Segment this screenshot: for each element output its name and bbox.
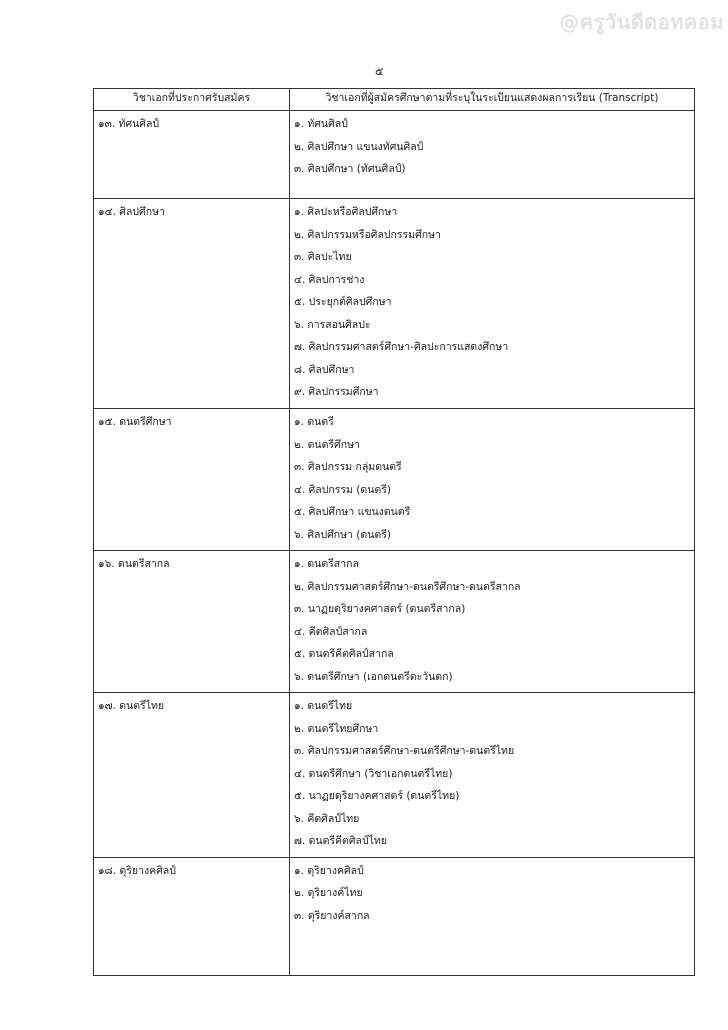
transcript-major-item: ๖. ดนตรีศึกษา (เอกดนตรีตะวันตก) [294, 670, 453, 683]
announced-major-label: ๑๖. ดนตรีสากล [98, 558, 170, 570]
transcript-major-item: ๑. ทัศนศิลป์ [294, 118, 348, 130]
transcript-major-item: ๓. นาฏยดุริยางคศาสตร์ (ดนตรีสากล) [294, 603, 466, 615]
transcript-major-item: ๗. ศิลปกรรมศาสตร์ศึกษา-ศิลปะการแสดงศึกษา [294, 341, 509, 353]
table-row [94, 199, 695, 409]
watermark: @ครูวันดีดอทคอม [559, 10, 724, 34]
transcript-major-item: ๓. ศิลปกรรม กลุ่มดนตรี [294, 461, 402, 473]
transcript-major-item: ๔. ศิลปกรรม (ดนตรี) [294, 483, 391, 496]
announced-major-label: ๑๘. ดุริยางคศิลป์ [98, 864, 176, 877]
transcript-major-item: ๒. ดุริยางค์ไทย [294, 887, 363, 899]
table-row [94, 857, 695, 975]
announced-major-cell [94, 551, 290, 693]
announced-major-label: ๑๗. ดนตรีไทย [98, 700, 165, 712]
transcript-majors-cell [290, 199, 695, 409]
table-row [94, 693, 695, 858]
transcript-major-item: ๒. ศิลปศึกษา แขนงทัศนศิลป์ [294, 140, 424, 153]
transcript-majors-cell [290, 551, 695, 693]
transcript-major-item: ๖. การสอนศิลปะ [294, 318, 371, 331]
transcript-majors-cell [290, 409, 695, 551]
transcript-major-item: ๓. ศิลปกรรมศาสตร์ศึกษา-ดนตรีศึกษา-ดนตรีไทย [294, 745, 515, 757]
transcript-majors-cell [290, 857, 695, 975]
transcript-major-item: ๑. ดนตรีไทย [294, 700, 353, 712]
transcript-majors-cell [290, 111, 695, 199]
transcript-major-item: ๑. ศิลปะหรือศิลปศึกษา [294, 206, 398, 218]
transcript-major-item: ๒. ดนตรีไทยศึกษา [294, 722, 379, 735]
majors-table [93, 88, 695, 976]
table-row [94, 551, 695, 693]
transcript-major-item: ๒. ศิลปกรรมศาสตร์ศึกษา-ดนตรีศึกษา-ดนตรีสากล [294, 580, 521, 593]
transcript-major-item: ๑. ดนตรี [294, 416, 334, 428]
transcript-major-item: ๖. ศิลปศึกษา (ดนตรี) [294, 528, 391, 541]
announced-major-label: ๑๔. ศิลปศึกษา [98, 206, 165, 218]
transcript-major-item: ๒. ดนตรีศึกษา [294, 438, 360, 451]
transcript-major-item: ๗. ดนตรีคีตศิลป์ไทย [294, 835, 387, 847]
transcript-major-item: ๔. คีตศิลป์สากล [294, 625, 368, 638]
transcript-major-item: ๒. ศิลปกรรมหรือศิลปกรรมศึกษา [294, 228, 441, 241]
page-number: ๕ [375, 65, 384, 78]
header-transcript-major: วิชาเอกที่ผู้สมัครศึกษาตามที่ระบุในระเบียนแสดงผลการเรียน (Transcript) [290, 89, 695, 111]
transcript-major-item: ๓. ดุริยางค์สากล [294, 909, 370, 922]
announced-major-cell [94, 409, 290, 551]
table-row [94, 111, 695, 199]
transcript-major-item: ๙. ศิลปกรรมศึกษา [294, 386, 379, 398]
transcript-major-item: ๓. ศิลปศึกษา (ทัศนศิลป์) [294, 163, 406, 175]
table-row [94, 409, 695, 551]
announced-major-label: ๑๓. ทัศนศิลป์ [98, 118, 160, 130]
announced-major-cell [94, 693, 290, 858]
announced-major-cell [94, 199, 290, 409]
transcript-major-item: ๔. ศิลปการช่าง [294, 273, 365, 286]
announced-major-cell [94, 857, 290, 975]
transcript-major-item: ๕. นาฏยดุริยางคศาสตร์ (ดนตรีไทย) [294, 790, 460, 802]
announced-major-label: ๑๕. ดนตรีศึกษา [98, 416, 172, 428]
transcript-majors-cell [290, 693, 695, 858]
table-header-row [94, 89, 695, 111]
transcript-major-item: ๘. ศิลปศึกษา [294, 363, 355, 376]
transcript-major-item: ๕. ศิลปศึกษา แขนงดนตรี [294, 506, 411, 518]
announced-major-cell [94, 111, 290, 199]
header-announced-major: วิชาเอกที่ประกาศรับสมัคร [94, 89, 290, 111]
transcript-major-item: ๑. ดนตรีสากล [294, 558, 359, 570]
transcript-major-item: ๕. ประยุกต์ศิลปศึกษา [294, 296, 392, 308]
transcript-major-item: ๓. ศิลปะไทย [294, 251, 352, 263]
transcript-major-item: ๖. คีตศิลป์ไทย [294, 812, 360, 825]
transcript-major-item: ๕. ดนตรีคีตศิลป์สากล [294, 648, 394, 660]
transcript-major-item: ๔. ดนตรีศึกษา (วิชาเอกดนตรีไทย) [294, 767, 453, 780]
transcript-major-item: ๑. ดุริยางคศิลป์ [294, 864, 364, 877]
